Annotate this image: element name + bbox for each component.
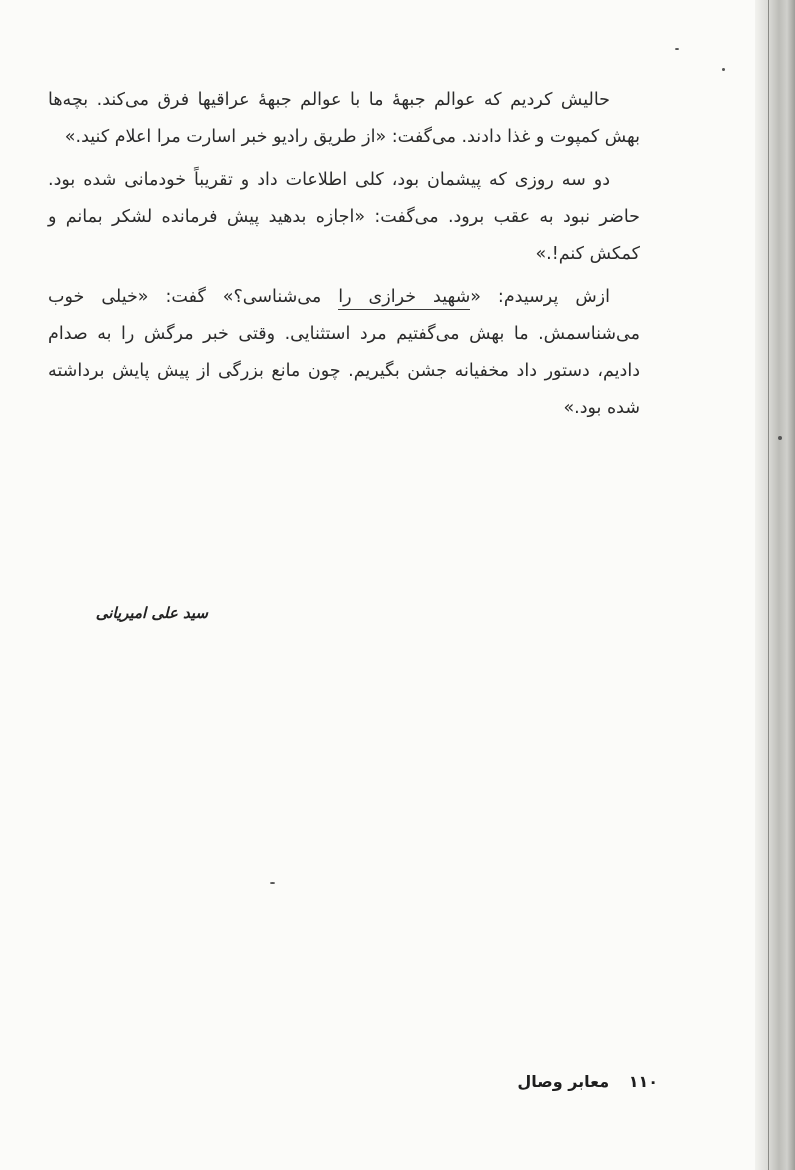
paragraph-3-rest: می‌شناسی؟» گفت: «خیلی خوب می‌شناسمش. ما بهش می‌گفتیم مرد استثنایی. وقتی خبر مرگش را به صدام دادیم، دستور داد مخفیانه جشن بگیریم. چون مانع بزرگی از پیش پایش برداشته شده بود.» <box>48 287 640 418</box>
print-speck <box>270 882 275 884</box>
page-footer <box>48 1072 658 1091</box>
page-gutter-shadow <box>755 0 795 1170</box>
print-speck <box>778 436 782 440</box>
paragraph-3 <box>48 279 640 427</box>
binding-edge <box>768 0 769 1170</box>
paragraph-1: حالیش کردیم که عوالم جبههٔ ما با عوالم جبههٔ عراقیها فرق می‌کند. بچه‌ها بهش کمپوت و غذا دادند. می‌گفت: «از طریق رادیو خبر اسارت مرا اعلام کنید.» <box>48 90 640 147</box>
underlined-phrase: شهید خرازی را <box>338 287 470 310</box>
page-number: ۱۱۰ <box>628 1072 658 1091</box>
print-speck <box>722 68 725 71</box>
body-text <box>48 82 640 433</box>
author-signature: سید علی امیریانی <box>95 604 208 622</box>
paragraph-2: دو سه روزی که پیشمان بود، کلی اطلاعات داد و تقریباً خودمانی شده بود. حاضر نبود به عقب برود. می‌گفت: «اجازه بدهید پیش فرمانده لشکر بمانم و کمکش کنم!.» <box>48 170 640 264</box>
paragraph-3-start: ازش پرسیدم: « <box>470 287 610 307</box>
print-speck <box>675 48 679 50</box>
book-title: معابر وصال <box>517 1072 610 1091</box>
